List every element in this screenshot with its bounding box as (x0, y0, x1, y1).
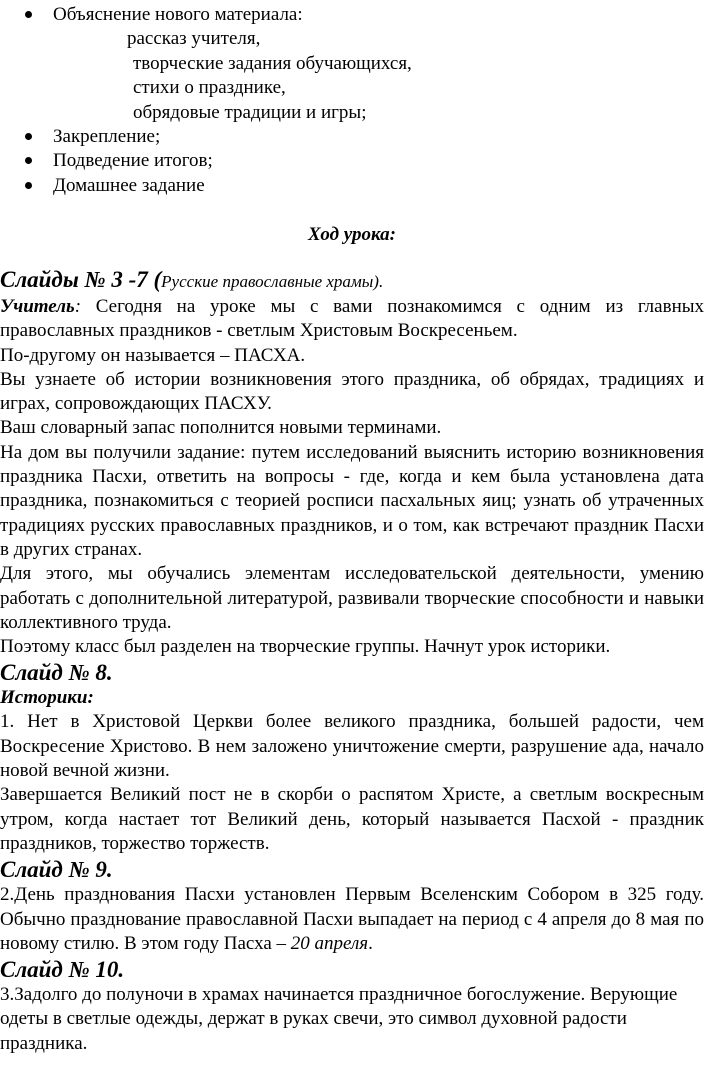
outline-item-homework (0, 174, 704, 198)
paragraph: 2.День празднования Пасхи установлен Первым Вселенским Собором в 325 году. Обычно празднование православной Пасхи выпадает на период с 4 апреля до 8 мая по новому стилю. В этом году Пасха – 20 апреля. (0, 884, 704, 954)
lesson-outline (0, 3, 704, 198)
easter-date: 20 апреля (290, 932, 369, 954)
paragraph: Завершается Великий пост не в скорби о распятом Христе, а светлым воскресным утром, когда настает тот Великий день, который называется Пасхой - праздник праздников, торжество торжеств. (0, 784, 704, 854)
paragraph: На дом вы получили задание: путем исследований выяснить историю возникновения праздника Пасхи, ответить на вопросы - где, когда и кем была установлена дата праздника, познакомиться с теорией росписи пасхальных яиц; узнать об утраченных традициях русских православных праздников, и о том, как встречают праздник Пасхи в других странах. (0, 441, 704, 560)
bullet-icon (25, 157, 32, 164)
slide-heading: Слайд № 10. (0, 957, 125, 983)
paragraph: Вы узнаете об истории возникновения этого праздника, об обрядах, традициях и играх, сопровождающих ПАСХУ. (0, 368, 704, 415)
paragraph: Поэтому класс был разделен на творческие группы. Начнут урок историки. (0, 636, 611, 658)
slide-heading: Слайд № 8. (0, 660, 113, 686)
outline-item-text: Закрепление; (53, 126, 161, 148)
outline-item-summary (0, 149, 704, 173)
paragraph: Для этого, мы обучались элементам исследовательской деятельности, умению работать с дополнительной литературой, развивали творческие способности и навыки коллективного труда. (0, 563, 704, 633)
outline-item-text: Объяснение нового материала: (53, 4, 303, 25)
lesson-heading: Ход урока: (308, 224, 396, 245)
paragraph: 3.Задолго до полуночи в храмах начинается праздничное богослужение. Верующие одеты в светлые одежды, держат в руках свечи, это символ духовной радости праздника. (0, 984, 678, 1054)
outline-item-consolidation (0, 125, 704, 149)
paragraph: 1. Нет в Христовой Церкви более великого праздника, большей радости, чем Воскресение Христово. В нем заложено уничтожение смерти, разрушение ада, начало новой вечной жизни. (0, 711, 704, 782)
slide-heading: Слайды № 3 -7 (Русские православные храмы). (0, 267, 384, 292)
outline-subitem: стихи о празднике, (133, 77, 286, 99)
group-label: Историки: (0, 687, 94, 709)
paragraph: Ваш словарный запас пополнится новыми терминами. (0, 417, 442, 439)
bullet-icon (25, 182, 32, 189)
outline-subitem: рассказ учителя, (127, 28, 261, 50)
outline-item-explanation (0, 3, 704, 27)
outline-item-text: Домашнее задание (53, 174, 205, 196)
bullet-icon (25, 11, 32, 18)
teacher-label: Учитель (0, 296, 75, 317)
slide-note: Русские православные храмы). (161, 272, 384, 291)
bullet-icon (25, 133, 32, 140)
outline-subitem: обрядовые традиции и игры; (133, 101, 367, 123)
teacher-paragraph: Учитель: Сегодня на уроке мы с вами познакомимся с одним из главных православных праздников - светлым Христовым Воскресеньем. (0, 296, 704, 342)
lesson-body (0, 266, 704, 1056)
outline-subitem: творческие задания обучающихся, (133, 52, 412, 74)
paragraph: По-другому он называется – ПАСХА. (0, 344, 306, 366)
outline-item-text: Подведение итогов; (53, 150, 213, 172)
slide-heading: Слайд № 9. (0, 857, 113, 883)
